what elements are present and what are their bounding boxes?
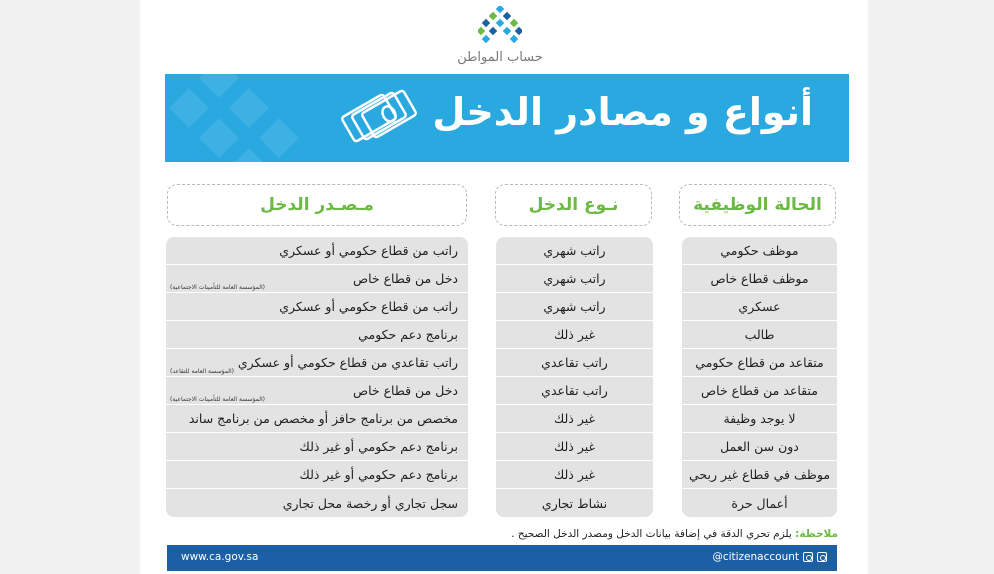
type-cell: راتب شهري [543,271,606,286]
table-row [166,237,468,265]
type-cell: راتب تقاعدي [541,383,608,398]
table-row [682,293,837,321]
type-cell: غير ذلك [553,411,596,426]
table-row [496,265,653,293]
header-income-source: مـصـدر الدخل [167,184,467,226]
employment-status-column [682,237,837,517]
source-cell: راتب تقاعدي من قطاع حكومي أو عسكري [237,355,458,370]
type-cell: راتب شهري [543,299,606,314]
income-type-column [496,237,653,517]
instagram-icon [803,552,813,562]
source-cell: دخل من قطاع خاص [352,271,458,286]
twitter-icon [817,552,827,562]
table-row [682,489,837,517]
table-row [496,461,653,489]
table-row [496,293,653,321]
status-cell: متقاعد من قطاع حكومي [695,355,824,370]
table-row [496,321,653,349]
table-row [682,433,837,461]
logo-text: حساب المواطن [457,50,543,65]
table-row [682,265,837,293]
table-row [496,237,653,265]
type-cell: غير ذلك [553,327,596,342]
table-row [496,405,653,433]
type-cell: غير ذلك [553,467,596,482]
status-cell: طالب [744,327,775,342]
table-row [166,405,468,433]
table-row [682,377,837,405]
table-row [496,433,653,461]
citizen-account-logo [455,6,545,68]
disclaimer-note [500,528,838,540]
table-row [682,237,837,265]
status-cell: أعمال حرة [731,495,788,511]
status-cell: موظف في قطاع غير ربحي [688,467,831,482]
table-row [166,265,468,293]
social-handle[interactable] [712,551,827,563]
table-row [682,349,837,377]
type-cell: غير ذلك [553,439,596,454]
source-cell: برنامج دعم حكومي أو غير ذلك [299,467,458,482]
table-row [682,321,837,349]
status-cell: موظف حكومي [720,243,799,258]
type-cell: نشاط تجاري [541,495,608,511]
source-cell: سجل تجاري أو رخصة محل تجاري [282,495,458,511]
source-cell: دخل من قطاع خاص [352,383,458,398]
status-cell: دون سن العمل [720,439,799,454]
table-row [166,293,468,321]
table-row [682,461,837,489]
logo-mark-icon [478,6,522,46]
note-text: يلزم تحري الدقة في إضافة بيانات الدخل ومصدر الدخل الصحيح . [511,528,792,540]
header-employment-status: الحالة الوظيفية [679,184,836,226]
title-banner [165,74,849,162]
type-cell: راتب شهري [543,243,606,258]
table-row [496,349,653,377]
type-cell: راتب تقاعدي [541,355,608,370]
table-row [166,461,468,489]
source-cell: برنامج دعم حكومي [358,327,458,342]
source-cell: مخصص من برنامج حافز أو مخصص من برنامج ساند [188,411,458,426]
table-row [166,433,468,461]
source-cell: برنامج دعم حكومي أو غير ذلك [299,439,458,454]
twitter-handle[interactable]: @citizenaccount [712,551,799,563]
header-income-type: نـوع الدخل [495,184,652,226]
table-row [496,377,653,405]
website-link[interactable]: www.ca.gov.sa [181,551,259,563]
status-cell: موظف قطاع خاص [710,271,809,286]
table-row [166,377,468,405]
footer-bar [167,545,837,571]
source-note: (المؤسسة العامة للتأمينات الاجتماعية) [170,284,265,291]
table-row [496,489,653,517]
source-cell: راتب من قطاع حكومي أو عسكري [279,243,458,258]
table-row [166,349,468,377]
income-source-column [166,237,468,517]
money-bills-icon [337,86,419,150]
table-row [166,489,468,517]
source-note: (المؤسسة العامة للتأمينات الاجتماعية) [170,396,265,403]
status-cell: متقاعد من قطاع خاص [701,383,818,398]
table-row [682,405,837,433]
banner-title: أنواع و مصادر الدخل [432,90,813,134]
source-note: (المؤسسة العامة للتقاعد) [170,368,235,375]
table-row [166,321,468,349]
status-cell: لا يوجد وظيفة [723,411,796,426]
source-cell: راتب من قطاع حكومي أو عسكري [279,299,458,314]
status-cell: عسكري [738,299,781,314]
banner-pattern-icon [165,74,345,162]
note-label: ملاحظة: [795,528,838,540]
